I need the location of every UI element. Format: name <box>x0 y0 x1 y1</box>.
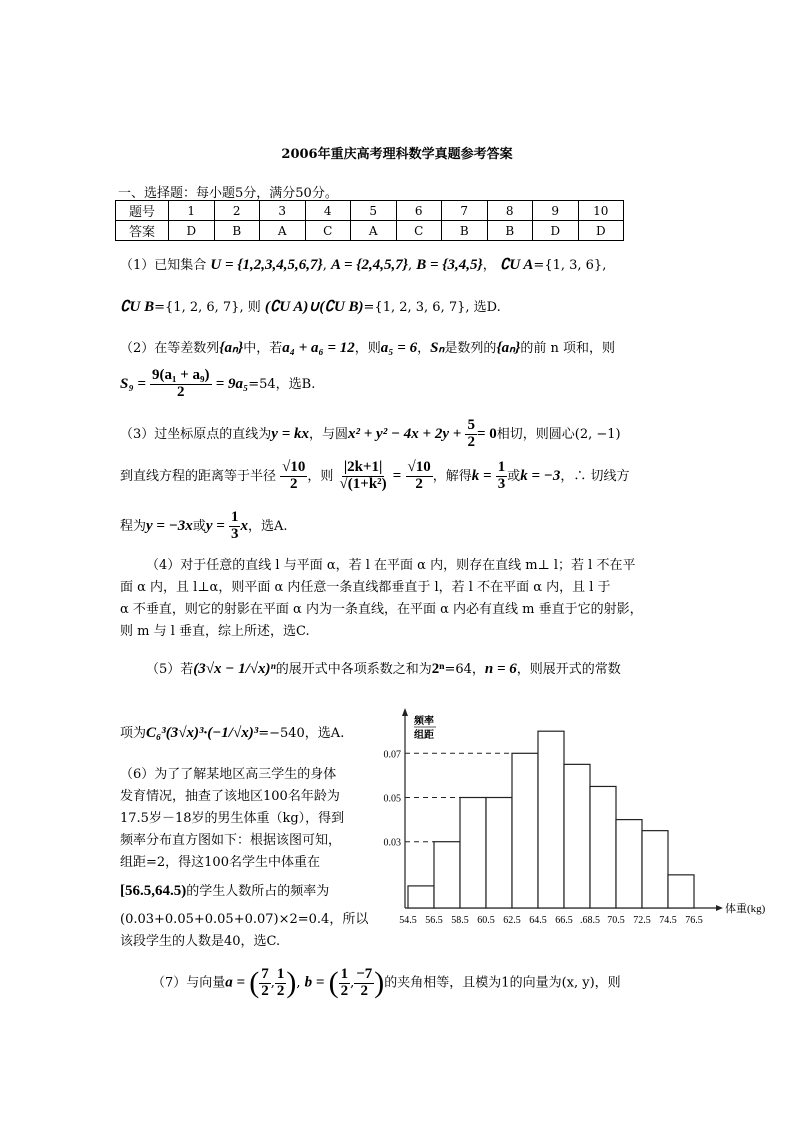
complement-A: ∁U A <box>499 257 534 273</box>
sequence: {aₙ} <box>496 340 521 356</box>
histogram-bar <box>408 886 434 908</box>
x-tick-label: 76.5 <box>685 915 703 926</box>
distance-fraction <box>338 460 389 493</box>
denominator: 2 <box>360 982 369 999</box>
x-tick-label: 64.5 <box>529 915 547 926</box>
x-tick-label: 56.5 <box>425 915 443 926</box>
numerator: 7 <box>261 965 269 982</box>
set-U: U = {1,2,3,4,5,6,7} <box>210 257 323 273</box>
answer-cell: A <box>260 221 306 241</box>
Sn: Sₙ <box>430 340 445 356</box>
complement-A-value: ={1, 3, 6}, <box>533 258 607 273</box>
q2-text: 的前 n 项和，则 <box>520 341 615 356</box>
numerator: 1 <box>230 509 239 525</box>
n-value: n = 6 <box>484 661 517 677</box>
denominator: 2 <box>467 433 475 450</box>
fraction <box>354 967 374 1000</box>
document-title: 2006年重庆高考理科数学真题参考答案 <box>281 147 513 162</box>
numerator: 1 <box>276 965 285 982</box>
fraction <box>259 967 271 1000</box>
x-tick-label: 54.5 <box>399 915 417 926</box>
q4-line: （4）对于任意的直线 l 与平面 α，若 l 在平面 α 内，则存在直线 m⊥ l；若 l 不在平 <box>146 558 636 573</box>
q3-text: 程为 <box>120 518 147 534</box>
frequency-histogram <box>370 700 790 940</box>
q5-line-2 <box>120 722 344 742</box>
numerator: √10 <box>282 459 306 475</box>
answer-cell: A <box>351 221 397 241</box>
numerator: −7 <box>356 965 373 982</box>
q3-text: 或 <box>507 468 521 484</box>
circle-fraction <box>465 418 477 451</box>
condition: a₄ + a₆ = 12 <box>282 340 355 356</box>
fraction <box>275 967 287 1000</box>
S9-rhs: = 9a₅ <box>215 375 249 392</box>
x-tick-label: .68.5 <box>580 915 600 926</box>
answer-cell: B <box>214 221 260 241</box>
tangent-2: y = <box>205 517 225 534</box>
union-value: ={1, 2, 3, 6, 7}, 选D. <box>363 300 501 315</box>
q1-intro: （1）已知集合 <box>120 258 207 273</box>
q4-line: 面 α 内，且 l⊥α，则平面 α 内任意一条直线都垂直于 l，若 l 不在平面 α 内，且 l 于 <box>120 580 611 595</box>
k-fraction <box>496 460 508 493</box>
q5-intro: （5）若 <box>146 662 194 677</box>
histogram-bar <box>434 842 460 908</box>
answer-cell: C <box>396 221 442 241</box>
x-tick-label: 58.5 <box>451 915 469 926</box>
S9-value: =54，选B. <box>248 376 316 392</box>
q1-line-2 <box>120 296 501 316</box>
histogram-bar <box>668 875 694 908</box>
q7-text: 的夹角相等，且模为1的向量为(x, y)，则 <box>384 975 621 991</box>
y-axis-label-top: 频率 <box>414 716 434 727</box>
q3-text: ，则 <box>307 468 334 484</box>
answer-cell: C <box>305 221 351 241</box>
denominator: 2 <box>290 475 298 492</box>
q5-text: ，则展开式的常数 <box>516 662 621 677</box>
denominator: 3 <box>230 525 239 542</box>
equals: = <box>392 467 402 484</box>
q6-line: 频率分布直方图如下：根据该图可知， <box>120 833 342 848</box>
denominator: 2 <box>415 475 423 492</box>
S9-lhs: S₉ = <box>120 375 146 392</box>
denominator: 3 <box>497 475 506 492</box>
complement-B: ∁U B <box>120 299 155 315</box>
question-number: 4 <box>305 201 351 221</box>
q2-text: ，则 <box>354 341 381 356</box>
y-tick-label: 0.03 <box>383 837 401 849</box>
question-number: 7 <box>442 201 488 221</box>
q6-line: 发育情况，抽查了该地区100名年龄为 <box>120 789 340 804</box>
answer-cell: D <box>578 221 624 241</box>
q2-text: 中，若 <box>243 341 283 356</box>
vector-a: a = <box>225 974 246 991</box>
q6-line: 组距=2，得这100名学生中体重在 <box>120 855 320 870</box>
q5-text: =64， <box>444 662 485 677</box>
k-equals: k = <box>471 467 492 484</box>
circle-eq-end: = 0 <box>476 425 497 442</box>
x-axis-arrow <box>716 905 723 911</box>
numerator: 9(a₁ + a₉) <box>152 367 210 383</box>
fraction <box>339 967 351 1000</box>
y-tick-label: 0.07 <box>383 749 401 761</box>
x-tick-label: 74.5 <box>659 915 677 926</box>
x-tick-label: 62.5 <box>503 915 521 926</box>
a5-value: a₅ = 6 <box>380 340 418 356</box>
q3-text: 或 <box>192 518 206 534</box>
question-number: 10 <box>578 201 624 221</box>
q2-line-1 <box>120 337 615 357</box>
q2-text: 是数列的 <box>444 341 497 356</box>
radius-fraction <box>280 460 307 493</box>
x-tick-label: 72.5 <box>633 915 651 926</box>
q6-conclusion: 该段学生的人数是40，选C. <box>120 934 281 949</box>
question-number: 5 <box>351 201 397 221</box>
set-A: A = {2,4,5,7} <box>331 257 408 273</box>
paren: ) <box>286 966 297 999</box>
q3-text: ，选A. <box>247 518 288 534</box>
answer-cell: B <box>487 221 533 241</box>
q5-line-1 <box>146 658 621 678</box>
union-expression: (∁U A)∪(∁U B) <box>264 299 364 315</box>
row-header-answer: 答案 <box>116 221 169 241</box>
paren: ) <box>374 966 385 999</box>
denominator: 2 <box>276 982 285 999</box>
histogram-bar <box>460 798 486 909</box>
q3-line-2 <box>120 460 630 493</box>
denominator: 2 <box>340 982 349 999</box>
q3-text: ，解得 <box>432 468 472 484</box>
constant-term: C₆³(3√x)³·(−1/√x)³ <box>146 725 259 741</box>
y-tick-label: 0.05 <box>383 793 401 805</box>
histogram-bar <box>590 786 616 908</box>
set-B: B = {3,4,5} <box>416 257 483 273</box>
denominator: 2 <box>177 383 185 400</box>
numerator: 1 <box>340 965 349 982</box>
numerator: 5 <box>467 417 475 433</box>
q3-line-1 <box>120 418 621 451</box>
q2-line-2 <box>120 368 315 401</box>
denominator: 2 <box>261 982 269 999</box>
histogram-bar <box>512 753 538 908</box>
histogram-bar <box>486 798 512 909</box>
q6-line: 17.5岁－18岁的男生体重（kg），得到 <box>120 811 345 826</box>
y-axis-label-bottom: 组距 <box>414 730 434 741</box>
tangent-1: y = −3x <box>146 517 193 534</box>
histogram-bar <box>538 731 564 908</box>
answer-cell: D <box>533 221 579 241</box>
q6-paragraph <box>120 764 370 953</box>
denominator: √(1+k²) <box>339 475 387 492</box>
answer-cell: B <box>442 221 488 241</box>
question-number: 2 <box>214 201 260 221</box>
binomial-expression: (3√x − 1/√x)ⁿ <box>193 661 276 677</box>
x-tick-label: 66.5 <box>555 915 573 926</box>
k-second: k = −3 <box>520 467 561 484</box>
q3-text: 相切，则圆心(2, −1) <box>496 426 621 442</box>
q6-line: （6）为了了解某地区高三学生的身体 <box>120 767 337 782</box>
histogram-bar <box>616 820 642 908</box>
y-axis-arrow <box>402 708 408 716</box>
answer-table <box>115 200 624 241</box>
q2-intro: （2）在等差数列 <box>120 341 220 356</box>
x-axis-label: 体重(kg) <box>725 903 766 915</box>
q3-line-3 <box>120 510 287 543</box>
q3-text: ，∴ 切线方 <box>560 468 630 484</box>
table-row-numbers <box>116 201 624 221</box>
q7-intro: （7）与向量 <box>152 975 226 991</box>
question-number: 1 <box>169 201 215 221</box>
complement-B-value: ={1, 2, 6, 7}, 则 <box>154 300 261 315</box>
row-header-number: 题号 <box>116 201 169 221</box>
weight-interval: [56.5,64.5) <box>120 883 187 899</box>
q4-line: α 不垂直，则它的射影在平面 α 内为一条直线，在平面 α 内必有直线 m 垂直于它的射影， <box>120 602 643 617</box>
answer-cell: D <box>169 221 215 241</box>
S9-fraction <box>150 368 212 401</box>
table-row-answers <box>116 221 624 241</box>
q2-text: ， <box>417 341 431 356</box>
q5-text: 的展开式中各项系数之和为 <box>275 662 432 677</box>
question-number: 3 <box>260 201 306 221</box>
power: 2ⁿ <box>431 661 445 677</box>
radius-fraction <box>406 460 433 493</box>
x-variable: x <box>240 517 248 534</box>
x-tick-label: 70.5 <box>607 915 625 926</box>
q3-text: 到直线方程的距离等于半径 <box>120 468 277 484</box>
question-number: 6 <box>396 201 442 221</box>
histogram-bar <box>642 831 668 908</box>
paren: ( <box>328 966 339 999</box>
histogram-bar <box>564 764 590 908</box>
section-heading: 一、选择题：每小题5分，满分50分。 <box>118 186 338 201</box>
q5-text: 项为 <box>120 726 147 741</box>
q3-intro: （3）过坐标原点的直线为 <box>120 426 272 442</box>
vector-b: b = <box>304 974 325 991</box>
tangent-fraction <box>229 510 241 543</box>
question-number: 9 <box>533 201 579 221</box>
sequence: {aₙ} <box>219 340 244 356</box>
numerator: 1 <box>497 459 506 475</box>
line-equation: y = kx <box>271 425 309 442</box>
x-tick-label: 60.5 <box>477 915 495 926</box>
numerator: |2k+1| <box>343 459 383 475</box>
q7-line-1: （7）与向量a = ( $\frac{7}{2}$ , $\frac{1}{2}$ ), b = ( $\frac{1}{2}$ , $\frac{-7}{2}$ )的夹角相等，且模为1的向量为(x, y)，则 <box>152 965 621 999</box>
numerator: √10 <box>407 459 431 475</box>
q6-text: 的学生人数所占的频率为 <box>186 884 330 899</box>
q3-text: ，与圆 <box>309 426 349 442</box>
q6-calc: (0.03+0.05+0.05+0.07)×2=0.4，所以 <box>120 912 369 927</box>
q4-line: 则 m 与 l 垂直，综上所述，选C. <box>120 624 310 639</box>
q1-line-1: （1）已知集合 U = {1,2,3,4,5,6,7}, A = {2,4,5,7}, B = {3,4,5}， ∁U A={1, 3, 6}, <box>120 257 607 273</box>
q4-paragraph <box>120 555 680 643</box>
question-number: 8 <box>487 201 533 221</box>
circle-equation: x² + y² − 4x + 2y + <box>348 425 462 442</box>
q5-text: =−540，选A. <box>258 726 345 741</box>
paren: ( <box>249 966 260 999</box>
